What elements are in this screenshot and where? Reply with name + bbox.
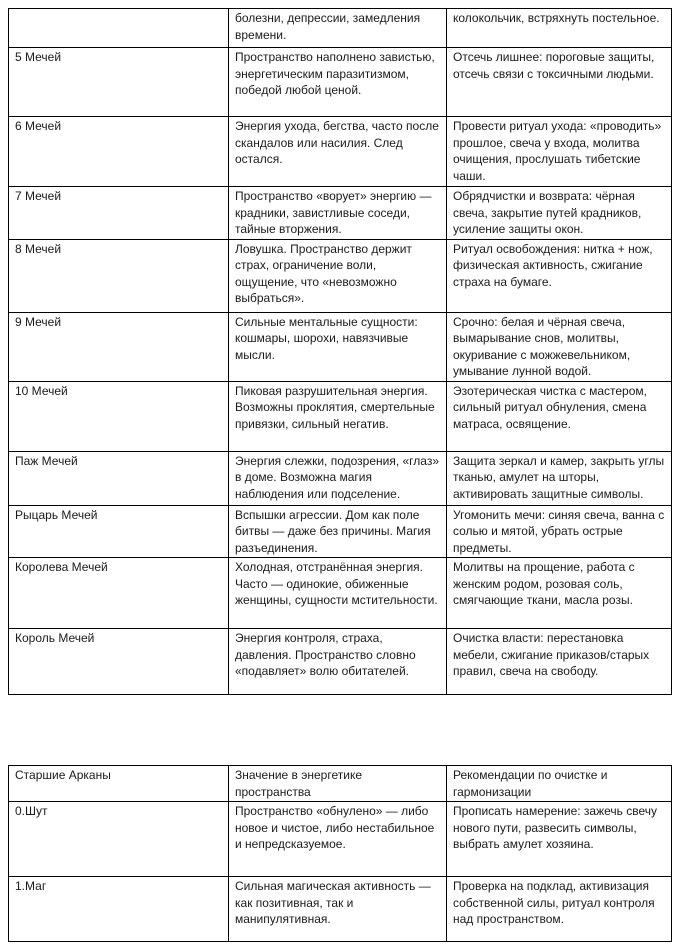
table-row	[9, 451, 672, 505]
recommendation-cell: Проверка на подклад, активизация собственной силы, ритуал контроля над пространством.	[447, 877, 672, 942]
recommendation-cell: Угомонить мечи: синяя свеча, ванна с солью и мятой, убрать острые предметы.	[447, 505, 672, 558]
table-row	[9, 312, 672, 381]
recommendation-cell: колокольчик, встряхнуть постельное.	[447, 9, 672, 48]
meaning-cell: Энергия слежки, подозрения, «глаз» в доме. Возможна магия наблюдения или подселение.	[229, 451, 447, 505]
table-row	[9, 505, 672, 558]
meaning-cell: Холодная, отстранённая энергия. Часто — одинокие, обиженные женщины, сущности мстительности.	[229, 558, 447, 629]
recommendation-header-cell: Рекомендации по очистке и гармонизации	[447, 766, 672, 802]
card-name-cell: 1.Маг	[9, 877, 229, 942]
card-name-cell: 5 Мечей	[9, 48, 229, 117]
meaning-cell: Энергия ухода, бегства, часто после скандалов или насилия. След остался.	[229, 117, 447, 187]
card-name-cell: 9 Мечей	[9, 312, 229, 381]
recommendation-cell: Эзотерическая чистка с мастером, сильный ритуал обнуления, смена матраса, освящение.	[447, 381, 672, 451]
card-name-cell: 0.Шут	[9, 802, 229, 877]
table-row	[9, 558, 672, 629]
recommendation-cell: Защита зеркал и камер, закрыть углы тканью, амулет на шторы, активировать защитные символы.	[447, 451, 672, 505]
meaning-cell: болезни, депрессии, замедления времени.	[229, 9, 447, 48]
table-row	[9, 187, 672, 240]
meaning-cell: Пиковая разрушительная энергия. Возможны проклятия, смертельные привязки, сильный негатив.	[229, 381, 447, 451]
card-name-cell: 8 Мечей	[9, 239, 229, 312]
recommendation-cell: Отсечь лишнее: пороговые защиты, отсечь связи с токсичными людьми.	[447, 48, 672, 117]
card-name-cell: Паж Мечей	[9, 451, 229, 505]
meaning-cell: Пространство наполнено завистью, энергетическим паразитизмом, победой любой ценой.	[229, 48, 447, 117]
recommendation-cell: Срочно: белая и чёрная свеча, вымарывание снов, молитвы, окуривание с можжевельником, умывание лунной водой.	[447, 312, 672, 381]
card-name-cell: Рыцарь Мечей	[9, 505, 229, 558]
recommendation-cell: Провести ритуал ухода: «проводить» прошлое, свеча у входа, молитва очищения, прослушать тибетские чаши.	[447, 117, 672, 187]
meaning-cell: Вспышки агрессии. Дом как поле битвы — даже без причины. Магия разъединения.	[229, 505, 447, 558]
table-row	[9, 9, 672, 48]
major-arcana-table	[8, 765, 672, 942]
meaning-header-cell: Значение в энергетике пространства	[229, 766, 447, 802]
recommendation-cell: Прописать намерение: зажечь свечу нового пути, развесить символы, выбрать амулет хозяина.	[447, 802, 672, 877]
swords-suit-table	[8, 8, 672, 695]
card-name-cell: Король Мечей	[9, 629, 229, 695]
card-name-cell: 6 Мечей	[9, 117, 229, 187]
meaning-cell: Сильные ментальные сущности: кошмары, шорохи, навязчивые мысли.	[229, 312, 447, 381]
card-name-cell: 7 Мечей	[9, 187, 229, 240]
table-row	[9, 48, 672, 117]
table-row	[9, 629, 672, 695]
table-row	[9, 381, 672, 451]
recommendation-cell: Ритуал освобождения: нитка + нож, физическая активность, сжигание страха на бумаге.	[447, 239, 672, 312]
table-row	[9, 802, 672, 877]
meaning-cell: Пространство «обнулено» — либо новое и чистое, либо нестабильное и непредсказуемое.	[229, 802, 447, 877]
card-name-cell	[9, 9, 229, 48]
card-name-cell: Королева Мечей	[9, 558, 229, 629]
table-row	[9, 239, 672, 312]
recommendation-cell: Очистка власти: перестановка мебели, сжигание приказов/старых правил, свеча на свободу.	[447, 629, 672, 695]
meaning-cell: Ловушка. Пространство держит страх, ограничение воли, ощущение, что «невозможно выбраться».	[229, 239, 447, 312]
meaning-cell: Энергия контроля, страха, давления. Пространство словно «подавляет» волю обитателей.	[229, 629, 447, 695]
meaning-cell: Пространство «ворует» энергию — крадники, завистливые соседи, тайные вторжения.	[229, 187, 447, 240]
table-header-row	[9, 766, 672, 802]
card-name-header-cell: Старшие Арканы	[9, 766, 229, 802]
recommendation-cell: Обрядчистки и возврата: чёрная свеча, закрытие путей крадников, усиление защиты окон.	[447, 187, 672, 240]
meaning-cell: Сильная магическая активность — как позитивная, так и манипулятивная.	[229, 877, 447, 942]
table-row	[9, 117, 672, 187]
card-name-cell: 10 Мечей	[9, 381, 229, 451]
recommendation-cell: Молитвы на прощение, работа с женским родом, розовая соль, смягчающие ткани, масла розы.	[447, 558, 672, 629]
table-row	[9, 877, 672, 942]
